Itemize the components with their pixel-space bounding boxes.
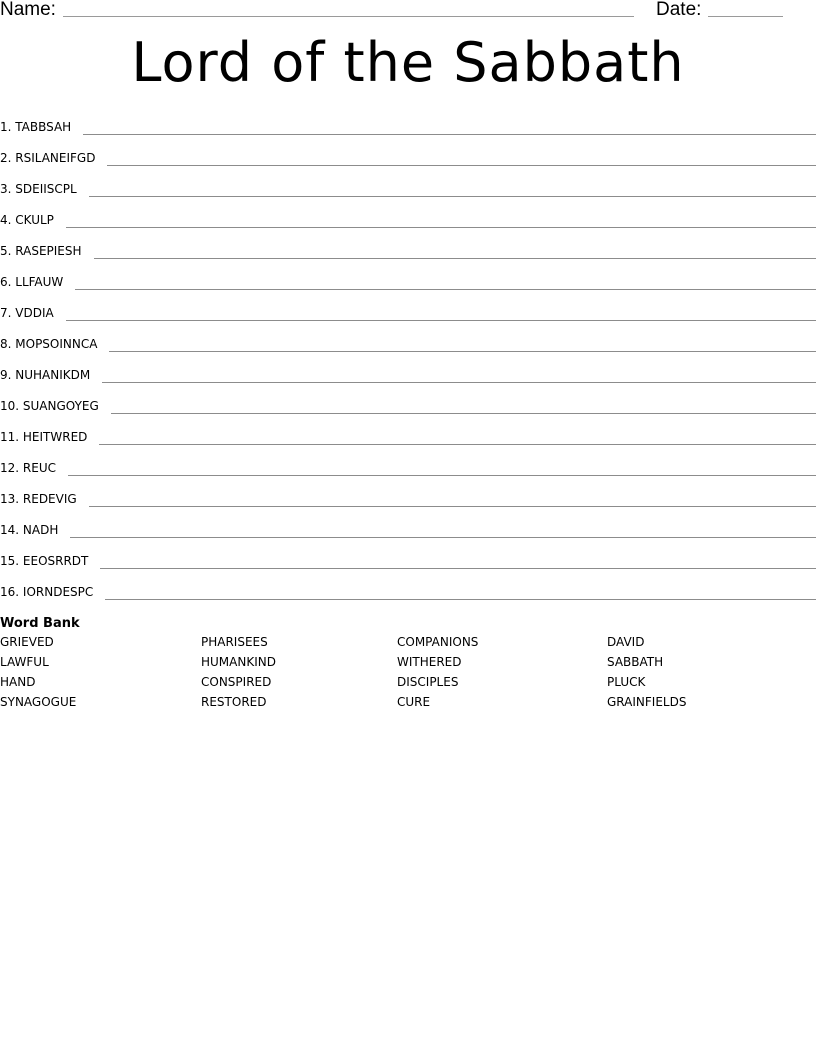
answer-line[interactable] [111,413,816,414]
question-item [0,232,816,263]
question-text: 10. SUANGOYEG [0,399,99,413]
answer-line[interactable] [66,320,816,321]
page-title: Lord of the Sabbath [131,31,685,94]
question-text: 13. REDEVIG [0,492,77,506]
word-bank-word: CURE [397,695,431,709]
answer-line[interactable] [109,351,816,352]
answer-line[interactable] [89,506,816,507]
question-item [0,325,816,356]
answer-line[interactable] [102,382,816,383]
question-item [0,511,816,542]
word-bank-word: LAWFUL [0,655,49,669]
word-bank-row [0,692,816,712]
question-item [0,294,816,325]
question-text: 7. VDDIA [0,306,54,320]
answer-line[interactable] [99,444,816,445]
question-item [0,201,816,232]
answer-line[interactable] [100,568,816,569]
date-label: Date: [656,0,702,20]
answer-line[interactable] [107,165,816,166]
word-bank-word: GRIEVED [0,635,54,649]
word-bank-word: PLUCK [607,675,646,689]
answer-line[interactable] [68,475,816,476]
question-text: 2. RSILANEIFGD [0,151,96,165]
word-bank-word: RESTORED [201,695,267,709]
question-text: 6. LLFAUW [0,275,64,289]
answer-line[interactable] [83,134,816,135]
question-text: 9. NUHANIKDM [0,368,91,382]
question-item [0,542,816,573]
answer-line[interactable] [75,289,816,290]
answer-line[interactable] [94,258,816,259]
question-text: 8. MOPSOINNCA [0,337,98,351]
question-text: 1. TABBSAH [0,120,72,134]
answer-line[interactable] [66,227,816,228]
question-item [0,170,816,201]
question-list [0,108,816,604]
header-row [0,0,816,22]
question-text: 11. HEITWRED [0,430,88,444]
word-bank-word: CONSPIRED [201,675,272,689]
word-bank-word: HUMANKIND [201,655,276,669]
word-bank-row [0,632,816,652]
word-bank-word: COMPANIONS [397,635,479,649]
word-bank-word: PHARISEES [201,635,268,649]
question-text: 14. NADH [0,523,59,537]
question-item [0,480,816,511]
word-bank-word: DISCIPLES [397,675,459,689]
name-answer-line[interactable] [63,16,634,17]
word-bank-word: WITHERED [397,655,462,669]
word-bank-title: Word Bank [0,616,80,631]
question-item [0,387,816,418]
answer-line[interactable] [105,599,816,600]
question-item [0,108,816,139]
question-item [0,449,816,480]
word-bank-word: SABBATH [607,655,664,669]
question-text: 12. REUC [0,461,56,475]
question-text: 3. SDEIISCPL [0,182,77,196]
question-item [0,139,816,170]
question-item [0,573,816,604]
word-bank-word: GRAINFIELDS [607,695,687,709]
question-item [0,263,816,294]
answer-line[interactable] [70,537,816,538]
date-answer-line[interactable] [708,16,783,17]
name-label: Name: [0,0,56,20]
word-bank-word: HAND [0,675,36,689]
answer-line[interactable] [89,196,816,197]
question-item [0,356,816,387]
question-text: 16. IORNDESPC [0,585,94,599]
question-text: 4. CKULP [0,213,54,227]
word-bank [0,615,816,712]
word-bank-row [0,672,816,692]
word-bank-word: SYNAGOGUE [0,695,77,709]
question-text: 5. RASEPIESH [0,244,82,258]
word-bank-word: DAVID [607,635,645,649]
word-bank-row [0,652,816,672]
question-item [0,418,816,449]
question-text: 15. EEOSRRDT [0,554,89,568]
